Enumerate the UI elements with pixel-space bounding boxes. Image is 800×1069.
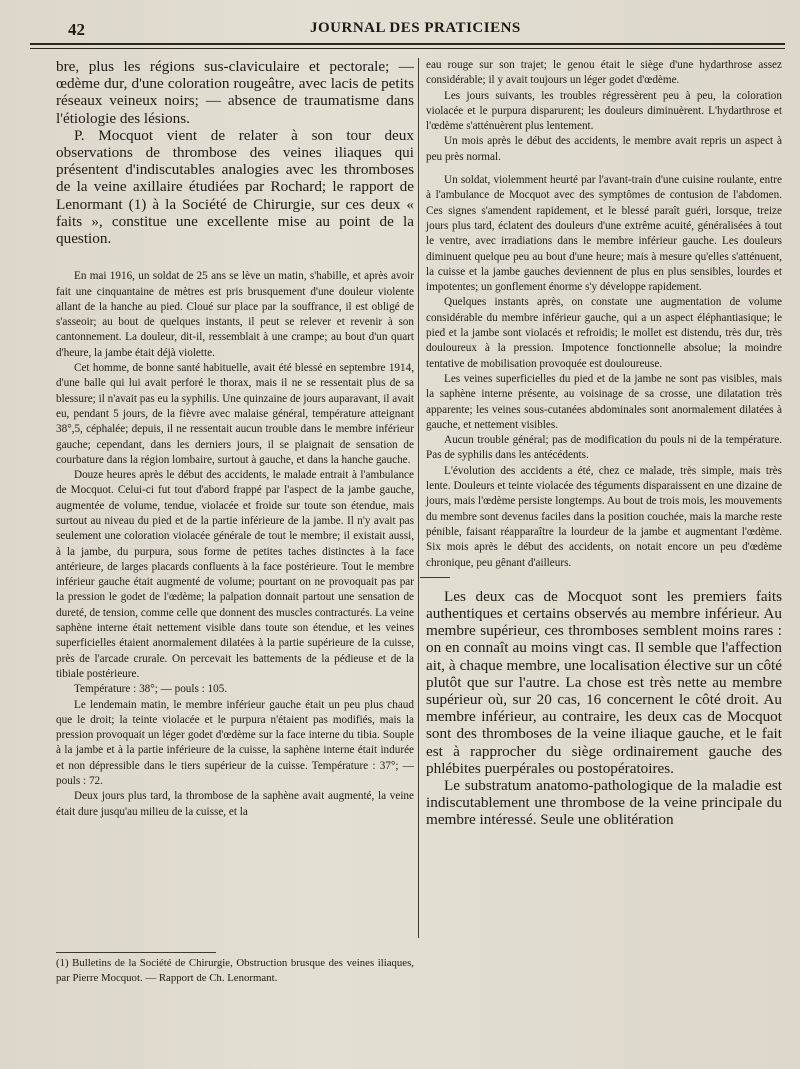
text-paragraph: Un mois après le début des accidents, le membre avait repris un aspect à peu près normal.	[426, 135, 782, 163]
page-number: 42	[68, 20, 85, 39]
text-paragraph: En mai 1916, un soldat de 25 ans se lève un matin, s'habille, et après avoir fait une cinquantaine de mètres est pris brusquement d'une douleur violente allant de la hanche au pied. Cloué sur place par la souffrance, il est obligé de s'asseoir; au bout de quelques instants, il peut se relever et revenir à son cantonnement. La douleur, dit-il, ressemblait à une crampe; au bout d'un quart d'heure, la jambe était déjà violette.	[56, 270, 414, 359]
left-column	[56, 58, 414, 820]
text-paragraph: L'évolution des accidents a été, chez ce malade, très simple, mais très lente. Douleurs et teinte violacée des téguments disparaissent en une dizaine de jours, mais l'œdème persiste longtemps. Au bout de trois mois, les mouvements du membre sont devenus faciles dans la position couchée, mais la marche reste pénible, faisant réapparaître la lourdeur de la jambe et augmentant l'œdème. Six mois après le début des accidents, on notait encore un peu d'œdème chronique, peu gênant d'ailleurs.	[426, 464, 782, 569]
right-column	[426, 58, 782, 829]
text-paragraph: Quelques instants après, on constate une augmentation de volume considérable du membre inférieur gauche, qui a un aspect éléphantiasique; le pied et la jambe sont violacés et refroidis; le mollet est distendu, très dur, très douloureux à la pression. Impotence fonctionnelle absolue; la moindre tentative de mobilisation provoquée est douloureuse.	[426, 296, 782, 370]
header-rule	[30, 43, 785, 49]
text-paragraph: P. Mocquot vient de relater à son tour deux observations de thrombose des veines iliaques qui présentent d'indiscutables analogies avec les thromboses de la veine axillaire étudiées par Rochard; le rapport de Lenormant (1) à la Société de Chirurgie, sur ces deux « faits », constitue une excellente mise au point de la question.	[56, 126, 414, 248]
text-paragraph: Température : 38°; — pouls : 105.	[74, 683, 228, 696]
text-paragraph: Douze heures après le début des accidents, le malade entrait à l'ambulance de Mocquot. Celui-ci fut tout d'abord frappé par l'aspect de la jambe gauche, augmentée de volume, tendue, violacée et froide sur toute son étendue, mais surtout au niveau du pied et de la partie inférieure de la jambe. Il n'y avait pas seulement une coloration violacée générale de tout le membre; il existait aussi, à la jambe, du purpura, sous forme de petites taches distinctes à la face antérieure, de larges placards confluents à la face postérieure. Tout le membre inférieur gauche était augmenté de volume; pourtant on ne provoquait pas par la pression le godet de l'œdème; la palpation donnait partout une sensation de dureté, de tension, comme celle que donnent des muscles contracturés. La veine saphène interne était nettement visible dans toute son étendue, et les veines superficielles étaient anormalement dilatées à la partie supérieure de la cuisse, près de l'arcade crurale. On percevait les battements de la pédieuse et de la tibiale postérieure.	[56, 469, 414, 680]
text-paragraph: Un soldat, violemment heurté par l'avant-train d'une cuisine roulante, entre à l'ambulance de Mocquot avec des symptômes de contusion de l'abdomen. Ces signes s'amendent rapidement, et le blessé paraît guéri, lorsque, treize jours plus tard, éclatent des douleurs d'une extrême acuité, généralisées à tout le ventre, avec irradiations dans le membre inférieur gauche. Les douleurs diminuent quelque peu au bout d'une heure; mais à mesure qu'elles s'atténuent, la cuisse et la jambe gauches deviennent de plus en plus sensibles, lourdes et impotentes; un gonflement énorme s'y développe rapidement.	[426, 174, 782, 294]
journal-title: JOURNAL DES PRATICIENS	[310, 20, 521, 36]
footnote: (1) Bulletins de la Société de Chirurgie, Obstruction brusque des veines iliaques, par Pierre Mocquot. — Rapport de Ch. Lenormant.	[56, 957, 414, 984]
text-paragraph: Deux jours plus tard, la thrombose de la saphène avait augmenté, la veine était dure jusqu'au milieu de la cuisse, et la	[56, 790, 414, 818]
case-two-observation	[426, 58, 782, 571]
case-one-observation	[56, 269, 414, 820]
text-paragraph: Aucun trouble général; pas de modification du pouls ni de la température. Pas de syphilis dans les antécédents.	[426, 434, 782, 462]
column-divider	[418, 58, 419, 938]
right-discussion-text	[426, 588, 782, 829]
footnote-rule	[56, 952, 216, 953]
text-paragraph: Le lendemain matin, le membre inférieur gauche était un peu plus chaud que le droit; la teinte violacée et le purpura n'étaient pas modifiés, mais la pression provoquait un léger godet d'œdème sur la face interne du tibia. Souple à la jambe et à la partie inférieure de la cuisse, la saphène interne était indurée et non dépressible dans le tiers supérieur de la cuisse. Température : 37°; — pouls : 72.	[56, 698, 414, 788]
section-rule	[420, 577, 450, 578]
text-paragraph: bre, plus les régions sus-claviculaire et pectorale; — œdème dur, d'une coloration rougeâtre, avec lacis de petits réseaux veineux noirs; — absence de traumatisme dans l'étiologie des lésions.	[56, 58, 414, 127]
left-intro-text	[56, 58, 414, 247]
text-paragraph: Cet homme, de bonne santé habituelle, avait été blessé en septembre 1914, d'une balle qui lui avait perforé le thorax, mais il ne se ressentait plus de sa blessure; il n'avait pas eu la syphilis. Une quinzaine de jours auparavant, il avait eu, pendant 5 jours, de la fièvre avec malaise général, température atteignant 38°,5, céphalée; depuis, il ne ressentait aucun trouble dans le membre inférieur gauche; cependant, dans les derniers jours, il se plaignait de sensation de courbature dans la région lombaire, surtout à gauche, et dans la hanche gauche.	[56, 362, 414, 466]
text-paragraph: Les jours suivants, les troubles régressèrent peu à peu, la coloration violacée et le purpura disparurent; les douleurs diminuèrent. L'hydarthrose et l'œdème s'atténuèrent plus lentement.	[426, 89, 782, 133]
text-paragraph: Les veines superficielles du pied et de la jambe ne sont pas visibles, mais la saphène interne présente, au voisinage de sa crosse, une dilatation très apparente; les veines sous-cutanées abdominales sont anormalement dilatées à gauche, et nettement visibles.	[426, 372, 782, 431]
text-paragraph: Le substratum anatomo-pathologique de la maladie est indiscutablement une thrombose de la veine principale du membre intéressé. Seule une oblitération	[426, 777, 782, 829]
text-paragraph: Les deux cas de Mocquot sont les premiers faits authentiques et certains observés au membre inférieur. Au membre supérieur, ces thromboses semblent moins rares : on en connaît au moins vingt cas. Il semble que l'affection ait, à chaque membre, une localisation élective sur un côté plutôt que sur l'autre. La chose est très nette au membre supérieur où, sur 20 cas, 16 concernent le côté droit. Au membre inférieur, au contraire, les deux cas de Mocquot sont des thromboses de la veine iliaque gauche, et le fait est à rapprocher du siège ordinairement gauche des phlébites puerpérales ou postopératoires.	[426, 587, 782, 777]
text-paragraph: eau rouge sur son trajet; le genou était le siège d'une hydarthrose assez considérable; il y avait toujours un léger godet d'œdème.	[426, 59, 782, 87]
